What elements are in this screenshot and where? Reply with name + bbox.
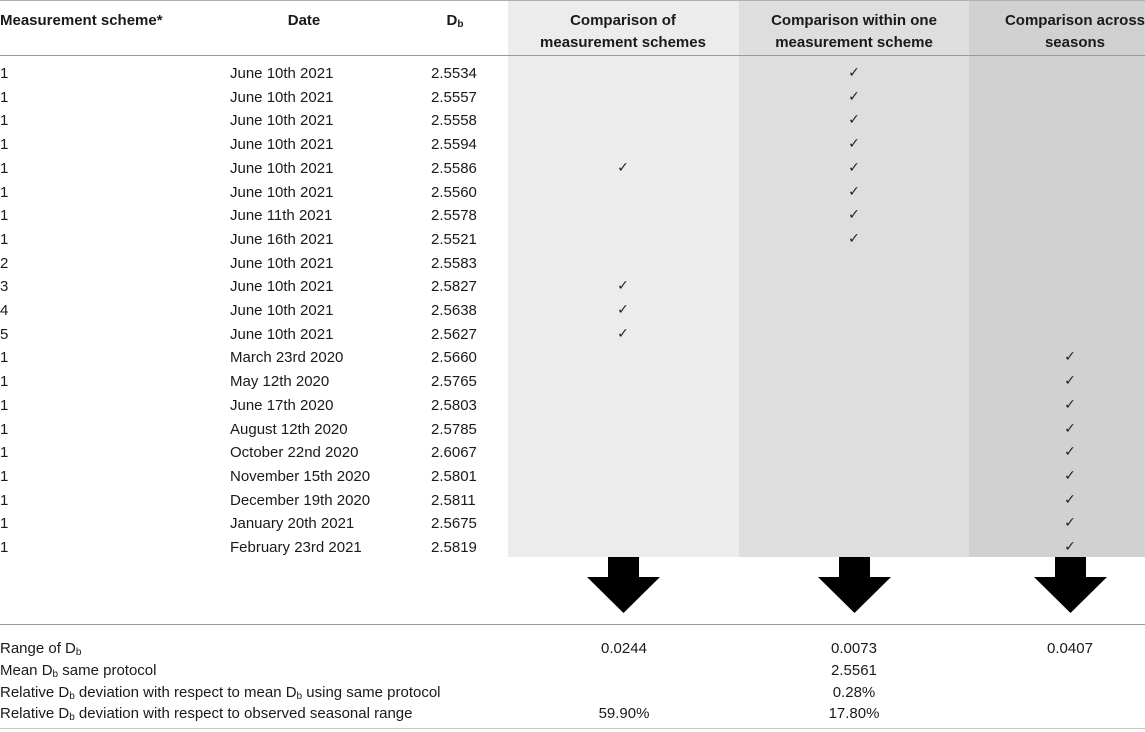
check-icon: ✓ [848,183,860,200]
cell-scheme: 1 [0,539,9,556]
cell-scheme: 1 [0,491,9,509]
cell-db: 2.5765 [431,373,477,391]
cell-scheme: 2 [0,254,9,272]
summary-value-b: 0.0073 [831,640,877,657]
cell-scheme: 1 [0,136,9,154]
summary-value-b: 2.5561 [831,661,877,679]
check-icon: ✓ [848,207,860,224]
cell-db: 2.5675 [431,515,477,533]
cell-date: June 10th 2021 [230,325,334,343]
bottom-rule [0,728,1145,729]
check-icon: ✓ [617,278,629,295]
summary-label: Relative $D_b$ deviation with respect to observed seasonal range [0,705,413,724]
cell-db: 2.5627 [431,325,477,343]
cell-date: March 23rd 2020 [230,349,344,367]
summary-value-a: 59.90% [598,705,650,723]
cell-scheme: 1 [0,420,9,438]
cell-scheme: 1 [0,373,9,391]
check-icon: ✓ [848,65,860,81]
cell-date: June 10th 2021 [230,254,334,272]
cell-db: 2.5801 [431,467,477,485]
cell-date: June 10th 2021 [230,302,334,319]
cell-scheme: 1 [0,349,9,367]
cell-date: June 10th 2021 [230,159,334,177]
check-icon: ✓ [1064,515,1076,532]
header-comparison-within: Comparison within one measurement scheme [771,12,937,51]
cell-db: 2.5594 [431,136,477,154]
cell-db: 2.5811 [431,491,476,509]
cell-date: February 23rd 2021 [230,539,362,556]
cell-date: December 19th 2020 [230,491,371,509]
cell-db: 2.5558 [431,112,477,130]
cell-scheme: 1 [0,88,9,106]
cell-db: 2.6067 [431,444,477,462]
cell-date: June 10th 2021 [230,112,334,130]
cell-date: June 17th 2020 [230,396,334,414]
summary-rule [0,624,1145,625]
cell-db: 2.5586 [431,159,477,177]
cell-scheme: 1 [0,396,9,414]
check-icon: ✓ [1064,396,1076,413]
cell-db: 2.5557 [431,88,477,106]
cell-db: 2.5660 [431,349,477,367]
summary-value-b: 0.28% [832,683,876,701]
cell-db: 2.5638 [431,302,477,319]
cell-date: June 10th 2021 [230,136,334,154]
check-icon: ✓ [617,302,629,318]
cell-scheme: 1 [0,159,9,177]
cell-date: June 10th 2021 [230,183,334,201]
check-icon: ✓ [1064,467,1076,484]
cell-date: June 10th 2021 [230,278,334,296]
header-comparison-seasons: Comparison across seasons [1004,12,1145,51]
cell-db: 2.5819 [431,539,477,556]
header-date: Date [287,12,321,29]
summary-label: Relative $D_b$ deviation with respect to mean $D_b$ using same protocol [0,683,441,702]
cell-date: June 10th 2021 [230,88,334,106]
cell-scheme: 1 [0,183,9,201]
down-arrow-comparison-seasons [1034,557,1107,613]
summary-label: Mean $D_b$ same protocol [0,661,157,680]
cell-db: 2.5827 [431,278,477,296]
cell-db: 2.5521 [431,230,477,248]
check-icon: ✓ [1064,349,1076,366]
cell-scheme: 1 [0,65,9,82]
cell-scheme: 1 [0,467,9,485]
cell-scheme: 3 [0,278,9,296]
cell-date: January 20th 2021 [230,515,355,533]
down-arrow-comparison-within [818,557,891,613]
cell-db: 2.5583 [431,254,477,272]
cell-scheme: 1 [0,444,9,462]
cell-scheme: 1 [0,207,9,225]
cell-date: October 22nd 2020 [230,444,359,462]
cell-db: 2.5578 [431,207,477,225]
cell-scheme: 1 [0,515,9,533]
header-scheme: Measurement scheme* [0,12,163,29]
cell-date: November 15th 2020 [230,467,371,485]
cell-scheme: 4 [0,302,9,319]
check-icon: ✓ [1064,491,1076,508]
header-comparison-schemes: Comparison of measurement schemes [540,12,706,51]
summary-value-b: 17.80% [828,705,880,723]
check-icon: ✓ [1064,539,1076,555]
check-icon: ✓ [848,112,860,129]
check-icon: ✓ [848,88,860,105]
cell-date: May 12th 2020 [230,373,330,391]
header-rule [0,55,1145,56]
cell-db: 2.5534 [431,65,477,82]
summary-value-a: 0.0244 [601,640,647,657]
top-rule [0,0,1145,1]
check-icon: ✓ [617,159,629,176]
check-icon: ✓ [848,230,860,247]
cell-date: June 10th 2021 [230,65,334,82]
cell-db: 2.5785 [431,420,477,438]
check-icon: ✓ [1064,373,1076,390]
down-arrow-comparison-schemes [587,557,660,613]
cell-date: June 16th 2021 [230,230,334,248]
check-icon: ✓ [848,159,860,176]
check-icon: ✓ [1064,420,1076,437]
cell-scheme: 1 [0,230,9,248]
summary-label: Range of $D_b$ [0,640,82,658]
cell-scheme: 5 [0,325,9,343]
cell-db: 2.5803 [431,396,477,414]
check-icon: ✓ [617,325,629,342]
header-db: $D_b$ [446,12,464,30]
check-icon: ✓ [848,136,860,153]
cell-db: 2.5560 [431,183,477,201]
cell-scheme: 1 [0,112,9,130]
cell-date: August 12th 2020 [230,420,348,438]
check-icon: ✓ [1064,444,1076,461]
cell-date: June 11th 2021 [230,207,333,225]
summary-value-c: 0.0407 [1047,640,1093,657]
